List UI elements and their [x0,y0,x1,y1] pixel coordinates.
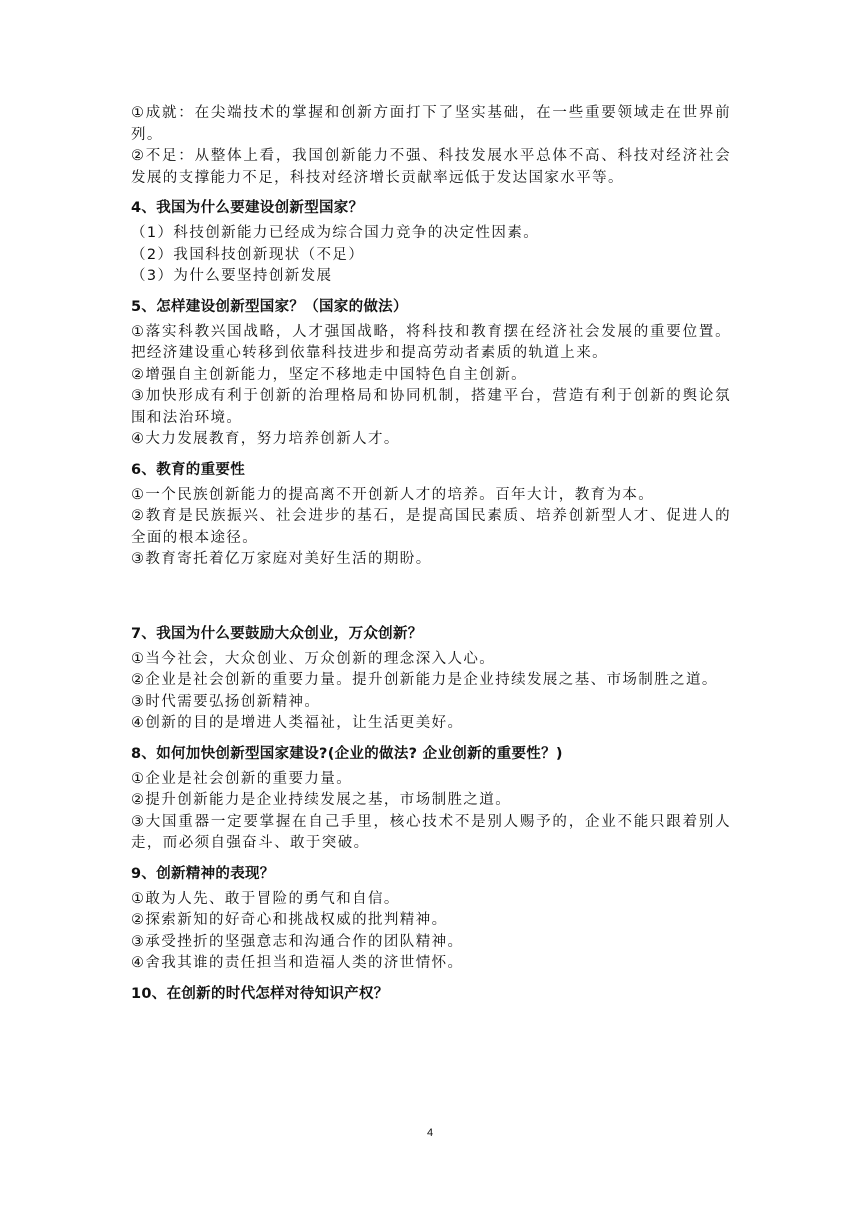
section-heading: 9、创新精神的表现？ [131,865,275,882]
list-item: ③承受挫折的坚强意志和沟通合作的团队精神。 [131,933,464,950]
list-item: ③时代需要弘扬创新精神。 [131,693,321,710]
list-item: ③大国重器一定要掌握在自己手里，核心技术不是别人赐予的，企业不能只跟着别人走，而必须自强奋斗、敢于突破。 [131,813,731,851]
section-7 [131,623,731,735]
list-item: ④创新的目的是增进人类福祉，让生活更美好。 [131,715,464,731]
list-item: ①企业是社会创新的重要力量。 [131,770,353,787]
section-4 [131,197,731,288]
section-heading: 6、教育的重要性 [131,461,245,478]
section-9 [131,863,731,975]
list-item: （2）我国科技创新现状（不足） [131,246,365,263]
section-5 [131,296,731,451]
section-heading: 7、我国为什么要鼓励大众创业，万众创新？ [131,625,423,642]
list-item: ②提升创新能力是企业持续发展之基，市场制胜之道。 [131,792,512,808]
list-item: ①当今社会，大众创业、万众创新的理念深入人心。 [131,650,496,667]
section-8 [131,743,731,855]
section-heading: 10、在创新的时代怎样对待知识产权？ [131,985,389,1002]
list-item: （3）为什么要坚持创新发展 [131,268,333,284]
list-item: ②教育是民族振兴、社会进步的基石，是提高国民素质、培养创新型人才、促进人的全面的根本途径。 [131,508,731,546]
section-heading: 5、怎样建设创新型国家？（国家的做法） [131,298,408,315]
list-item: ①落实科教兴国战略，人才强国战略，将科技和教育摆在经济社会发展的重要位置。把经济建设重心转移到依靠科技进步和提高劳动者素质的轨道上来。 [131,323,731,361]
page-content [131,103,731,1009]
blank-spacing [131,571,731,615]
list-item: ④舍我其谁的责任担当和造福人类的济世情怀。 [131,955,464,971]
list-item: ③加快形成有利于创新的治理格局和协同机制，搭建平台，营造有利于创新的舆论氛围和法治环境。 [131,388,731,426]
list-item: ③教育寄托着亿万家庭对美好生活的期盼。 [131,551,432,567]
list-item: ②企业是社会创新的重要力量。提升创新能力是企业持续发展之基、市场制胜之道。 [131,672,718,688]
intro-paragraph-achievement: ①成就：在尖端技术的掌握和创新方面打下了坚实基础，在一些重要领域走在世界前列。 [131,105,731,143]
section-10 [131,983,731,1005]
intro-paragraph-shortcoming: ②不足：从整体上看，我国创新能力不强、科技发展水平总体不高、科技对经济社会发展的支撑能力不足，科技对经济增长贡献率远低于发达国家水平等。 [131,148,731,186]
section-6 [131,459,731,571]
page-number: 4 [426,1127,434,1139]
list-item: ②探索新知的好奇心和挑战权威的批判精神。 [131,912,448,928]
list-item: ①敢为人先、敢于冒险的勇气和自信。 [131,890,400,907]
list-item: （1）科技创新能力已经成为综合国力竞争的决定性因素。 [131,225,540,241]
section-heading: 4、我国为什么要建设创新型国家？ [131,200,364,216]
section-heading: 8、如何加快创新型国家建设?(企业的做法? 企业创新的重要性？) [131,745,563,762]
list-item: ④大力发展教育，努力培养创新人才。 [131,431,400,447]
list-item: ②增强自主创新能力，坚定不移地走中国特色自主创新。 [131,366,527,383]
list-item: ①一个民族创新能力的提高离不开创新人才的培养。百年大计，教育为本。 [131,486,655,503]
